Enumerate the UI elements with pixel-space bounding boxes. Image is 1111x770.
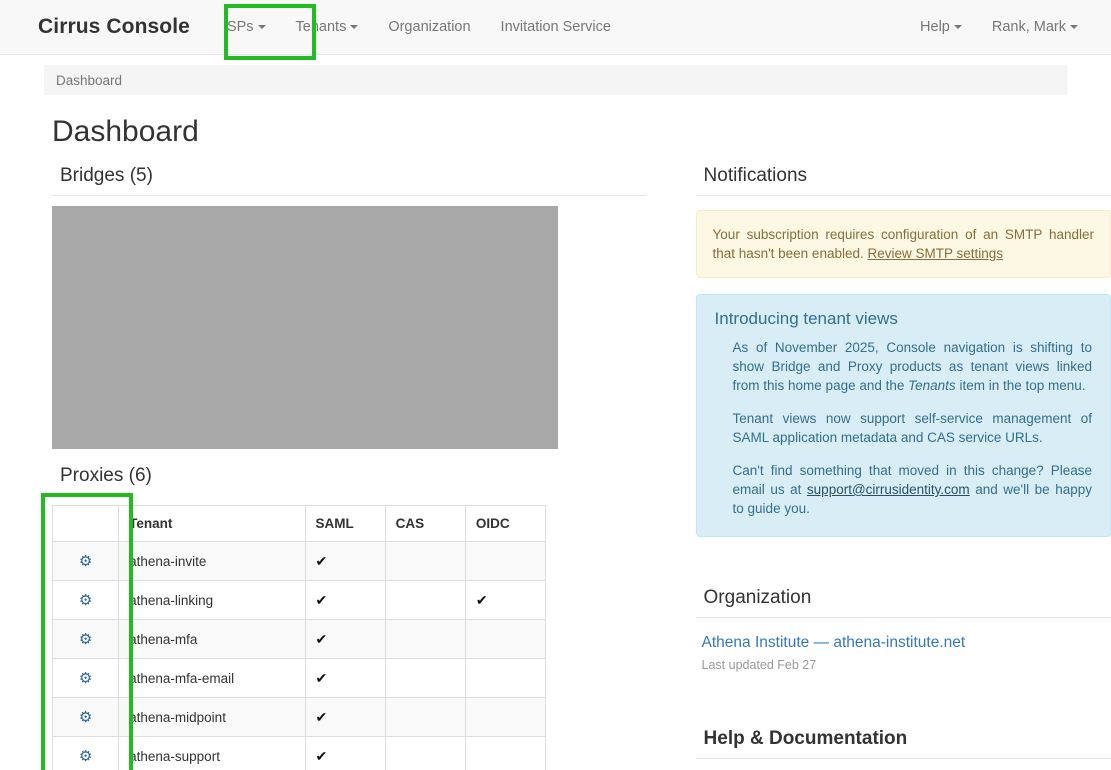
column-header-tenant: Tenant xyxy=(119,506,305,542)
row-actions-cell[interactable] xyxy=(53,659,119,698)
table-row xyxy=(53,698,546,737)
table-row xyxy=(53,581,546,620)
bridges-chart-placeholder xyxy=(52,206,558,449)
main-content xyxy=(0,149,1111,770)
row-cas-check xyxy=(385,581,465,620)
gear-icon[interactable]: ⚙ xyxy=(78,631,93,648)
row-tenant-name: athena-invite xyxy=(119,542,305,581)
nav-item-user-menu[interactable] xyxy=(977,0,1093,55)
top-navbar xyxy=(0,0,1111,55)
bridges-section-heading: Bridges (5) xyxy=(52,149,646,196)
table-row xyxy=(53,659,546,698)
organization-heading: Organization xyxy=(696,571,1111,618)
tenant-views-info-title: Introducing tenant views xyxy=(714,309,898,328)
notifications-heading: Notifications xyxy=(696,149,1111,196)
nav-item-sps[interactable] xyxy=(212,0,281,55)
smtp-warning-text: Your subscription requires configuration of an SMTP handler that hasn't been enabled. xyxy=(712,227,1094,261)
secondary-nav xyxy=(905,0,1093,55)
row-saml-check: ✔ xyxy=(305,659,385,698)
left-column xyxy=(52,149,646,770)
column-header-actions xyxy=(53,506,119,542)
row-cas-check xyxy=(385,737,465,770)
proxies-table-wrapper xyxy=(52,505,646,770)
tenant-views-info-alert xyxy=(696,294,1111,537)
tenant-views-info-para1-b: item in the top menu. xyxy=(955,378,1086,393)
proxies-table xyxy=(52,505,546,770)
nav-item-organization[interactable] xyxy=(373,0,485,55)
table-row xyxy=(53,542,546,581)
table-header-row xyxy=(53,506,546,542)
tenant-views-info-para3 xyxy=(715,461,1092,518)
nav-item-organization-label: Organization xyxy=(388,18,471,35)
row-actions-cell[interactable] xyxy=(53,698,119,737)
chevron-down-icon xyxy=(350,25,358,29)
tenant-views-info-para1-a: As of November 2025, Console navigation is shifting to show Bridge and Proxy products as tenant views linked from this home page and the xyxy=(732,340,1092,393)
chevron-down-icon xyxy=(258,25,266,29)
row-tenant-name: athena-midpoint xyxy=(119,698,305,737)
smtp-warning-alert xyxy=(696,210,1111,278)
right-column xyxy=(696,149,1111,770)
row-actions-cell[interactable] xyxy=(53,542,119,581)
chevron-down-icon xyxy=(954,25,962,29)
tenant-views-info-para3-a: Can't find something that moved in this change? Please email us at xyxy=(732,463,1092,497)
nav-item-invitation-service-label: Invitation Service xyxy=(500,18,611,35)
row-actions-cell[interactable] xyxy=(53,581,119,620)
gear-icon[interactable]: ⚙ xyxy=(78,709,93,726)
nav-item-help[interactable] xyxy=(905,0,977,55)
nav-item-invitation-service[interactable] xyxy=(486,0,626,55)
row-oidc-check xyxy=(465,737,545,770)
row-tenant-name: athena-mfa-email xyxy=(119,659,305,698)
row-cas-check xyxy=(385,698,465,737)
gear-icon[interactable]: ⚙ xyxy=(78,670,93,687)
tenant-views-info-para3-b: and we'll be happy to guide you. xyxy=(732,482,1092,516)
table-row xyxy=(53,737,546,770)
row-saml-check: ✔ xyxy=(305,542,385,581)
breadcrumb-item-dashboard[interactable]: Dashboard xyxy=(56,72,123,88)
row-oidc-check: ✔ xyxy=(465,581,545,620)
row-actions-cell[interactable] xyxy=(53,620,119,659)
review-smtp-settings-link[interactable]: Review SMTP settings xyxy=(867,246,1004,261)
organization-link[interactable]: Athena Institute — athena-institute.net xyxy=(701,634,966,651)
column-header-oidc: OIDC xyxy=(465,506,545,542)
nav-item-help-label: Help xyxy=(920,18,950,35)
page-title: Dashboard xyxy=(52,115,199,148)
row-cas-check xyxy=(385,542,465,581)
support-email-link[interactable]: support@cirrusidentity.com xyxy=(806,482,970,497)
nav-item-user-label: Rank, Mark xyxy=(991,18,1066,35)
row-oidc-check xyxy=(465,542,545,581)
table-row xyxy=(53,620,546,659)
nav-item-sps-label: SPs xyxy=(226,18,254,35)
tenant-views-info-para1 xyxy=(715,338,1092,395)
row-cas-check xyxy=(385,620,465,659)
row-saml-check: ✔ xyxy=(305,737,385,770)
column-header-saml: SAML xyxy=(305,506,385,542)
nav-item-tenants[interactable] xyxy=(281,0,374,55)
gear-icon[interactable]: ⚙ xyxy=(78,553,93,570)
row-saml-check: ✔ xyxy=(305,581,385,620)
proxies-table-body xyxy=(53,542,546,770)
row-tenant-name: athena-mfa xyxy=(119,620,305,659)
row-actions-cell[interactable] xyxy=(53,737,119,770)
proxies-section-heading: Proxies (6) xyxy=(60,465,152,486)
primary-nav xyxy=(212,0,626,54)
chevron-down-icon xyxy=(1070,25,1078,29)
column-header-cas: CAS xyxy=(385,506,465,542)
row-tenant-name: athena-linking xyxy=(119,581,305,620)
nav-item-tenants-label: Tenants xyxy=(295,18,347,35)
organization-last-updated: Last updated Feb 27 xyxy=(701,658,817,672)
row-oidc-check xyxy=(465,620,545,659)
app-brand[interactable]: Cirrus Console xyxy=(38,15,190,38)
row-saml-check: ✔ xyxy=(305,698,385,737)
gear-icon[interactable]: ⚙ xyxy=(78,592,93,609)
tenant-views-info-para1-emphasis: Tenants xyxy=(908,378,956,393)
row-oidc-check xyxy=(465,659,545,698)
tenant-views-info-para2: Tenant views now support self-service management of SAML application metadata and CAS service URLs. xyxy=(732,411,1092,445)
row-saml-check: ✔ xyxy=(305,620,385,659)
breadcrumb xyxy=(44,65,1067,95)
proxies-table-head xyxy=(53,506,546,542)
row-oidc-check xyxy=(465,698,545,737)
row-tenant-name: athena-support xyxy=(119,737,305,770)
row-cas-check xyxy=(385,659,465,698)
help-documentation-heading: Help & Documentation xyxy=(696,704,1111,759)
gear-icon[interactable]: ⚙ xyxy=(78,748,93,765)
